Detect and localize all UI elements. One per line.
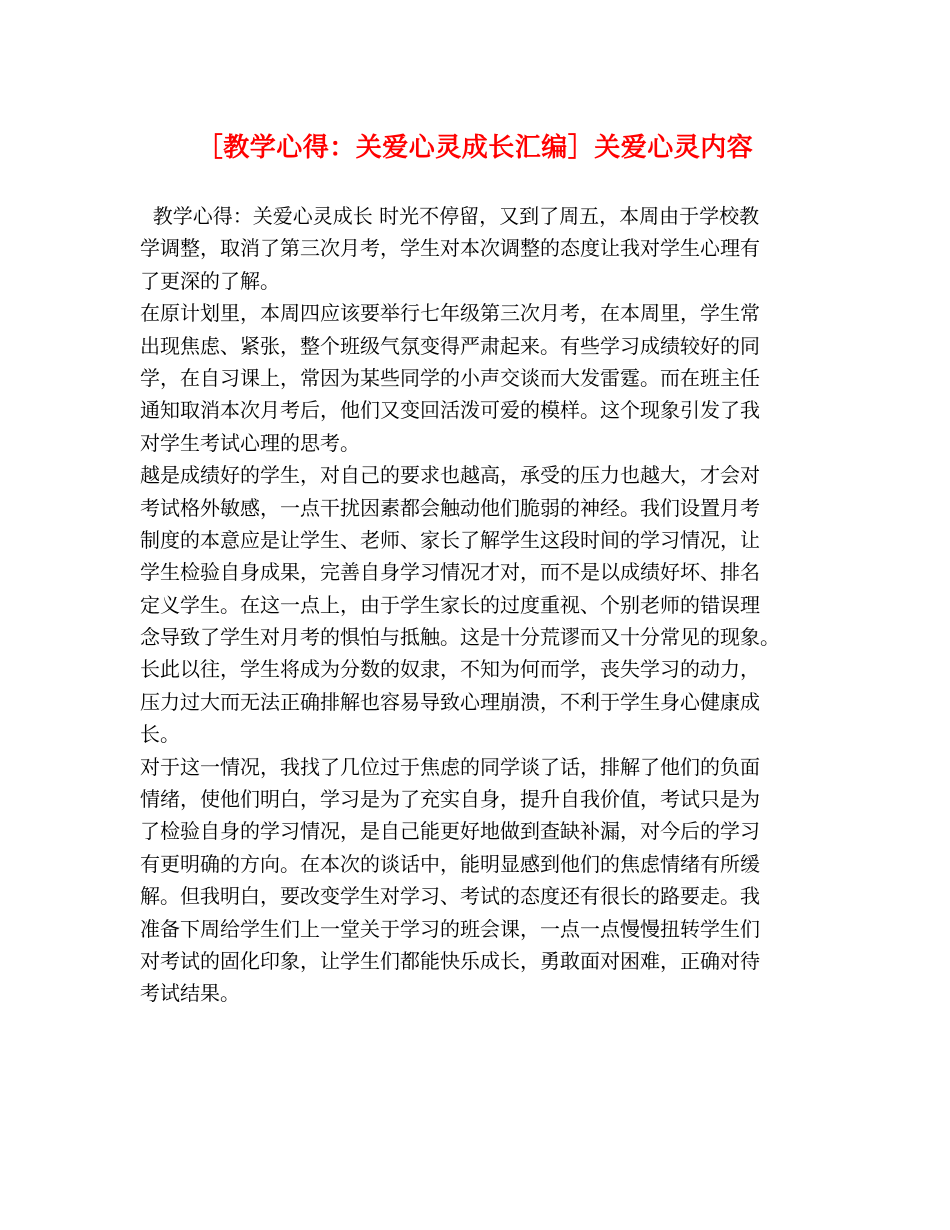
body-line: 了更深的了解。 [140,268,280,293]
body-line: 对于这一情况，我找了几位过于焦虑的同学谈了话，排解了他们的负面 [140,754,760,779]
body-line: 通知取消本次月考后，他们又变回活泼可爱的模样。这个现象引发了我 [140,398,760,423]
body-line: 了检验自身的学习情况，是自己能更好地做到查缺补漏，对今后的学习 [140,819,760,844]
body-line: 长。 [140,722,180,747]
body-line: 情绪，使他们明白，学习是为了充实自身，提升自我价值，考试只是为 [140,787,760,812]
body-line: 对考试的固化印象，让学生们都能快乐成长，勇敢面对困难，正确对待 [140,948,760,973]
body-line: 在原计划里，本周四应该要举行七年级第三次月考，在本周里，学生常 [140,301,760,326]
body-line: 学生检验自身成果，完善自身学习情况才对，而不是以成绩好坏、排名 [140,560,760,585]
body-line: 有更明确的方向。在本次的谈话中，能明显感到他们的焦虑情绪有所缓 [140,851,760,876]
body-line: 越是成绩好的学生，对自己的要求也越高，承受的压力也越大，才会对 [140,463,760,488]
body-line: 学调整，取消了第三次月考，学生对本次调整的态度让我对学生心理有 [140,236,760,261]
body-line: 学，在自习课上，常因为某些同学的小声交谈而大发雷霆。而在班主任 [140,365,760,390]
document-body [140,200,820,1010]
document-title: ［教学心得：关爱心灵成长汇编］关爱心灵内容 [196,133,754,163]
body-line: 考试格外敏感，一点干扰因素都会触动他们脆弱的神经。我们设置月考 [140,495,760,520]
body-line: 制度的本意应是让学生、老师、家长了解学生这段时间的学习情况，让 [140,527,760,552]
body-line: 解。但我明白，要改变学生对学习、考试的态度还有很长的路要走。我 [140,884,760,909]
body-line: 准备下周给学生们上一堂关于学习的班会课，一点一点慢慢扭转学生们 [140,916,760,941]
body-line: 定义学生。在这一点上，由于学生家长的过度重视、个别老师的错误理 [140,592,760,617]
body-line: 考试结果。 [140,981,240,1006]
body-line: 教学心得：关爱心灵成长 时光不停留，又到了周五，本周由于学校教 [140,204,760,228]
body-line: 出现焦虑、紧张，整个班级气氛变得严肃起来。有些学习成绩较好的同 [140,333,760,358]
body-line: 长此以往，学生将成为分数的奴隶，不知为何而学，丧失学习的动力， [140,657,760,682]
body-line: 念导致了学生对月考的惧怕与抵触。这是十分荒谬而又十分常见的现象。 [140,625,780,650]
body-line: 对学生考试心理的思考。 [140,430,360,455]
body-line: 压力过大而无法正确排解也容易导致心理崩溃，不利于学生身心健康成 [140,689,760,714]
